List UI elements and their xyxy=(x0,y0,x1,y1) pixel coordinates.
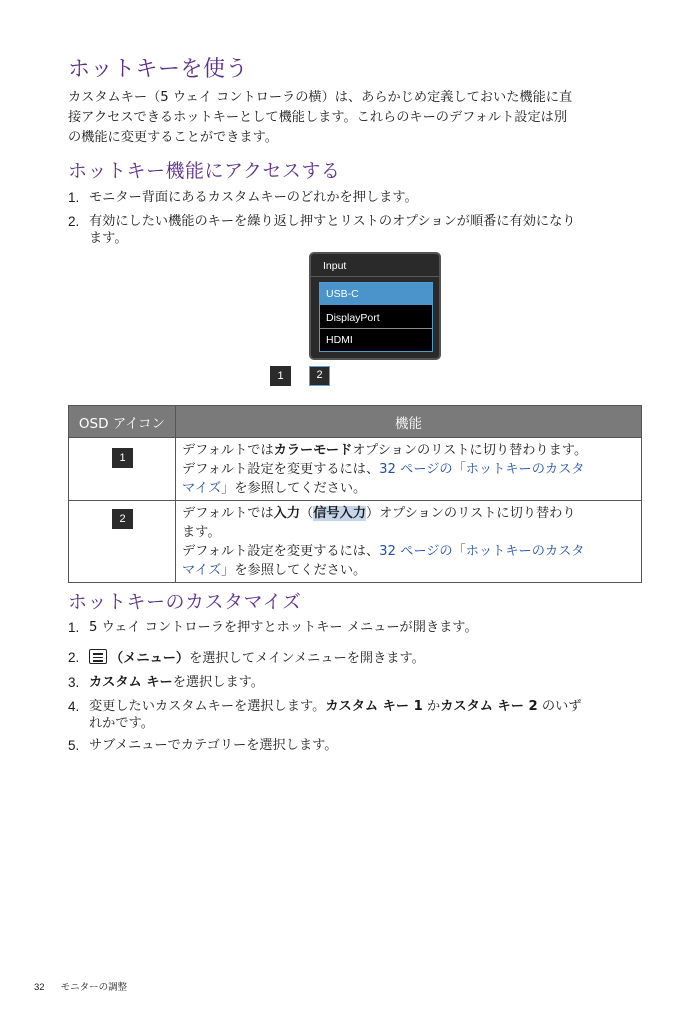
list-item xyxy=(68,698,643,732)
step-text-cont: ます。 xyxy=(89,231,128,246)
step-number: 5. xyxy=(68,738,80,753)
menu-label: （メニュー） xyxy=(110,651,190,666)
list-item xyxy=(68,649,643,667)
step-text-cont: れかです。 xyxy=(89,716,154,731)
text-run: デフォルト設定を変更するには、 xyxy=(182,544,380,559)
table-row xyxy=(69,438,642,501)
cross-reference-link[interactable]: 32 ページの「ホットキーのカスタ xyxy=(379,544,585,559)
text-run: ）オプションのリストに切り替わり xyxy=(365,506,576,521)
step-text: か xyxy=(422,699,441,714)
section-heading-access: ホットキー機能にアクセスする xyxy=(68,160,341,182)
page-title: ホットキーを使う xyxy=(68,57,249,82)
table-row xyxy=(69,501,642,583)
text-run: を参照してください。 xyxy=(234,481,367,496)
step-text: モニター背面にあるカスタムキーのどれかを押します。 xyxy=(89,190,418,205)
text-run: を参照してください。 xyxy=(234,563,367,578)
custom-key-1-icon: 1 xyxy=(270,366,291,386)
column-header-icon: OSD アイコン xyxy=(69,406,176,438)
text-run: デフォルト設定を変更するには、 xyxy=(182,462,380,477)
step-number: 1. xyxy=(68,620,80,635)
custom-key-2-icon: 2 xyxy=(309,366,330,386)
list-item xyxy=(68,213,643,247)
list-item xyxy=(68,189,643,206)
cross-reference-link[interactable]: マイズ」 xyxy=(182,481,235,496)
page-footer xyxy=(34,979,127,993)
text-run: デフォルトでは xyxy=(182,443,274,458)
cross-reference-link[interactable]: マイズ」 xyxy=(182,563,235,578)
option-name: カラーモード xyxy=(273,443,353,458)
step-text: を選択してメインメニューを開きます。 xyxy=(189,651,425,666)
step-number: 3. xyxy=(68,675,80,690)
step-text: 変更したいカスタムキーを選択します。 xyxy=(89,699,326,714)
option-name-highlight: 信号入力 xyxy=(313,506,366,521)
page-number: 32 xyxy=(34,982,45,993)
custom-key-2-icon: 2 xyxy=(112,509,133,529)
text-run: オプションのリストに切り替わります。 xyxy=(352,443,588,458)
step-text: 有効にしたい機能のキーを繰り返し押すとリストのオプションが順番に有効になり xyxy=(89,214,576,229)
text-run: ます。 xyxy=(182,525,221,540)
step-number: 2. xyxy=(68,650,80,665)
osd-option-hdmi: HDMI xyxy=(320,328,432,350)
section-heading-customize: ホットキーのカスタマイズ xyxy=(68,591,302,613)
step-number: 4. xyxy=(68,699,80,714)
step-text: を選択します。 xyxy=(172,675,264,690)
menu-icon xyxy=(89,649,107,664)
osd-menu-title: Input xyxy=(323,260,347,272)
function-description xyxy=(176,501,642,583)
step-number: 1. xyxy=(68,190,80,205)
osd-icon-table xyxy=(68,405,642,583)
list-item xyxy=(68,619,643,636)
intro-line: の機能に変更することができます。 xyxy=(68,130,278,145)
intro-paragraph xyxy=(68,88,643,148)
option-name: カスタム キー xyxy=(89,675,173,690)
text-run: デフォルトでは xyxy=(182,506,274,521)
footer-section-title: モニターの調整 xyxy=(60,982,128,993)
osd-option-displayport: DisplayPort xyxy=(326,312,380,324)
table-header-row xyxy=(69,406,642,438)
list-item xyxy=(68,674,643,691)
cross-reference-link[interactable]: 32 ページの「ホットキーのカスタ xyxy=(379,462,585,477)
step-text: サブメニューでカテゴリーを選択します。 xyxy=(89,738,338,753)
custom-key-1-icon: 1 xyxy=(112,448,133,468)
function-description xyxy=(176,438,642,501)
intro-line: 接アクセスできるホットキーとして機能します。これらのキーのデフォルト設定は別 xyxy=(68,110,568,125)
osd-option-list xyxy=(319,282,433,352)
step-text: 5 ウェイ コントローラを押すとホットキー メニューが開きます。 xyxy=(89,620,478,635)
list-item xyxy=(68,737,643,754)
text-run: （ xyxy=(300,506,314,521)
option-name: カスタム キー 1 xyxy=(325,699,423,714)
step-text: のいず xyxy=(537,699,582,714)
option-name: 入力 xyxy=(273,506,301,521)
divider xyxy=(311,276,439,277)
step-number: 2. xyxy=(68,214,80,229)
osd-option-usbc: USB-C xyxy=(320,283,432,305)
intro-line: カスタムキー（5 ウェイ コントローラの横）は、あらかじめ定義しておいた機能に直 xyxy=(68,90,573,105)
osd-input-menu xyxy=(309,252,441,360)
option-name: カスタム キー 2 xyxy=(440,699,538,714)
column-header-function: 機能 xyxy=(176,406,642,438)
